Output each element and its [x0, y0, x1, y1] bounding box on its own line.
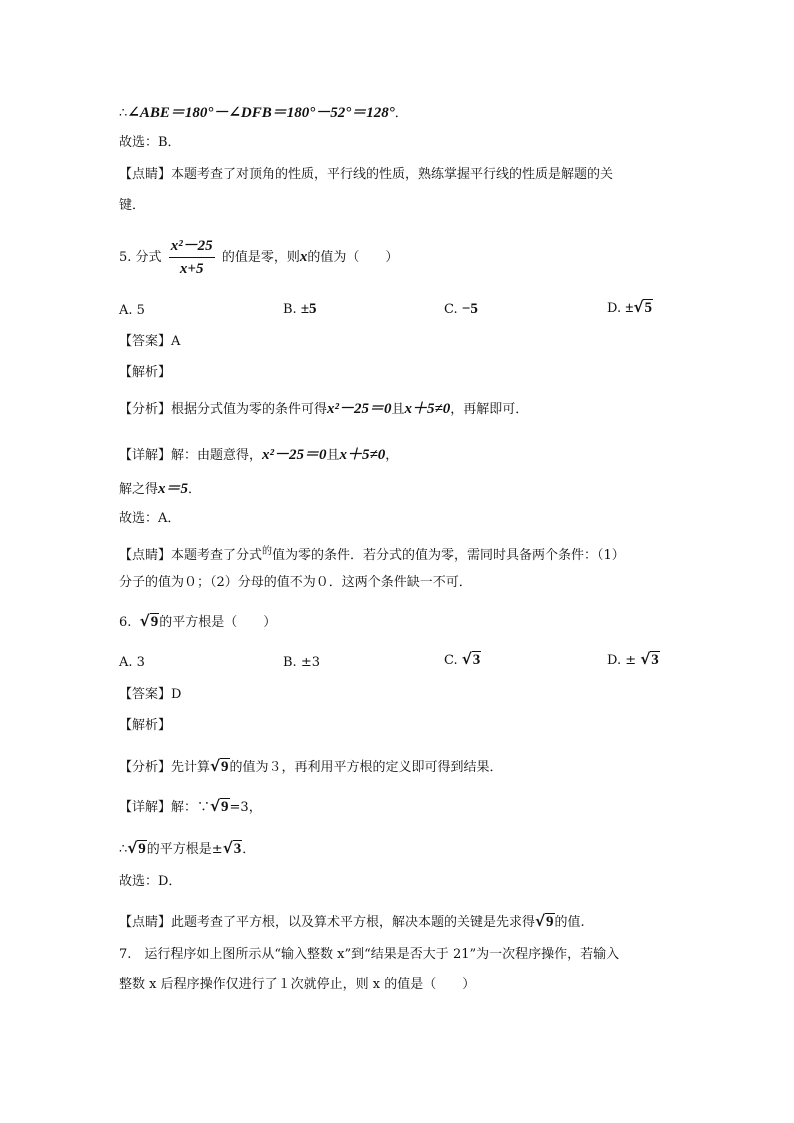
question-5-prefix: 5. 分式	[119, 250, 162, 265]
angle-equation-line	[119, 104, 408, 123]
text: 解之得	[119, 482, 159, 497]
angle-equation: ∠ABE＝180°－∠DFB＝180°－52°＝128°	[127, 105, 395, 121]
plus-minus: ±	[625, 300, 634, 316]
q5-option-d	[607, 298, 653, 318]
text: ，	[385, 448, 399, 463]
text: 值为零的条件．若分式的值为零，需同时具备两个条件：（1）	[272, 548, 625, 563]
radicand: 9	[150, 614, 159, 630]
sqrt-9: √9	[139, 612, 159, 630]
radicand: 3	[651, 652, 659, 668]
variable-x: x	[299, 249, 308, 265]
text: 的值为３，再利用平方根的定义即可得到结果．	[229, 760, 503, 775]
text: ．	[242, 842, 256, 857]
text: ，再解即可．	[450, 402, 529, 417]
q5-choice: 故选：A．	[119, 511, 181, 526]
q5-option-c	[444, 300, 478, 319]
radicand: 3	[233, 841, 242, 857]
text: =3，	[229, 800, 262, 815]
text: 【点睛】本题考查了分式	[119, 548, 263, 563]
q6-option-d	[607, 650, 660, 670]
option-label: B.	[283, 302, 297, 317]
question-5-text: 的值是零，则	[221, 250, 300, 265]
text: 的值.	[554, 915, 585, 930]
q5-analysis-heading: 【解析】	[119, 365, 172, 380]
sqrt-9: √9	[210, 797, 229, 815]
q5-comment-2: 分子的值为０；（2）分母的值不为０．这两个条件缺一不可．	[119, 575, 472, 590]
question-6	[119, 612, 276, 632]
q6-option-c	[444, 650, 481, 670]
option-value: −5	[461, 301, 478, 317]
question-6-text: 的平方根是（ ）	[159, 615, 277, 630]
period: ．	[394, 106, 408, 121]
q6-option-a: A. 3	[119, 655, 145, 670]
option-label: C.	[444, 302, 458, 317]
radicand: 9	[546, 914, 554, 930]
sqrt-3: √3	[461, 650, 481, 668]
question-5	[119, 236, 398, 279]
q5-option-b	[283, 300, 317, 319]
q5-analysis	[119, 400, 528, 419]
sqrt-9: √9	[127, 839, 146, 857]
option-label: D.	[607, 301, 622, 316]
radicand: 3	[472, 652, 481, 668]
q6-analysis	[119, 757, 503, 777]
radicand: 9	[221, 759, 229, 775]
sqrt-9: √9	[210, 757, 229, 775]
q6-analysis-heading: 【解析】	[119, 718, 172, 733]
q6-detail	[119, 797, 262, 817]
therefore-symbol: ∴	[119, 106, 128, 121]
sqrt-9: √9	[535, 912, 554, 930]
math-expr: x＝5	[158, 481, 189, 497]
q5-solution	[119, 480, 201, 499]
small-char: 的	[262, 546, 273, 557]
radicand: 5	[644, 300, 652, 316]
q6-answer: 【答案】D	[119, 687, 182, 702]
math-expr: x＋5≠0	[404, 401, 451, 417]
choice-b-line: 故选：B．	[119, 135, 181, 150]
radicand: 9	[138, 841, 146, 857]
text: 【详解】解：∵	[119, 800, 211, 815]
q6-therefore	[119, 839, 255, 859]
question-7-line-1: 7. 运行程序如上图所示从“输入整数 x”到“结果是否大于 21”为一次程序操作，若输入	[119, 947, 620, 962]
option-label: D. ±	[607, 653, 637, 668]
math-expr: x²－25＝0	[327, 401, 392, 417]
option-value: ±5	[300, 301, 317, 317]
sqrt-3: √3	[640, 650, 659, 668]
q5-comment-1	[119, 543, 625, 565]
question-number: 6.	[119, 615, 132, 630]
text: 【分析】根据分式值为零的条件可得	[119, 402, 328, 417]
comment-line-1: 【点睛】本题考查了对顶角的性质，平行线的性质，熟练掌握平行线的性质是解题的关	[119, 167, 614, 182]
q6-option-b: B. ±3	[283, 655, 320, 670]
text: 且	[391, 402, 405, 417]
fraction-denominator: x+5	[179, 261, 204, 277]
math-expr: x²－25＝0	[262, 447, 327, 463]
radicand: 9	[221, 799, 229, 815]
q6-choice: 故选：D．	[119, 874, 182, 889]
fraction-expression	[169, 236, 215, 279]
question-7-line-2: 整数 x 后程序操作仅进行了１次就停止，则 x 的值是（ ）	[119, 977, 476, 992]
option-label: C.	[444, 653, 458, 668]
fraction-numerator: x²－25	[169, 236, 215, 258]
text: 且	[326, 448, 340, 463]
text: ．	[188, 482, 202, 497]
comment-line-2: 键．	[119, 198, 146, 213]
text: 【详解】解：由题意得，	[119, 448, 263, 463]
q5-option-a: A. 5	[119, 303, 145, 318]
text: 【点睛】此题考查了平方根，以及算术平方根，解决本题的关键是先求得	[119, 915, 536, 930]
question-5-text-end: 的值为（ ）	[307, 250, 399, 265]
therefore-symbol: ∴	[119, 842, 128, 857]
q5-detail	[119, 446, 398, 465]
sqrt-5: √5	[633, 298, 652, 316]
text: 【分析】先计算	[119, 760, 211, 775]
q5-answer: 【答案】A	[119, 334, 181, 349]
text: 的平方根是±	[146, 842, 223, 857]
math-expr: x＋5≠0	[339, 447, 386, 463]
q6-comment	[119, 912, 585, 932]
sqrt-3: √3	[222, 839, 242, 857]
